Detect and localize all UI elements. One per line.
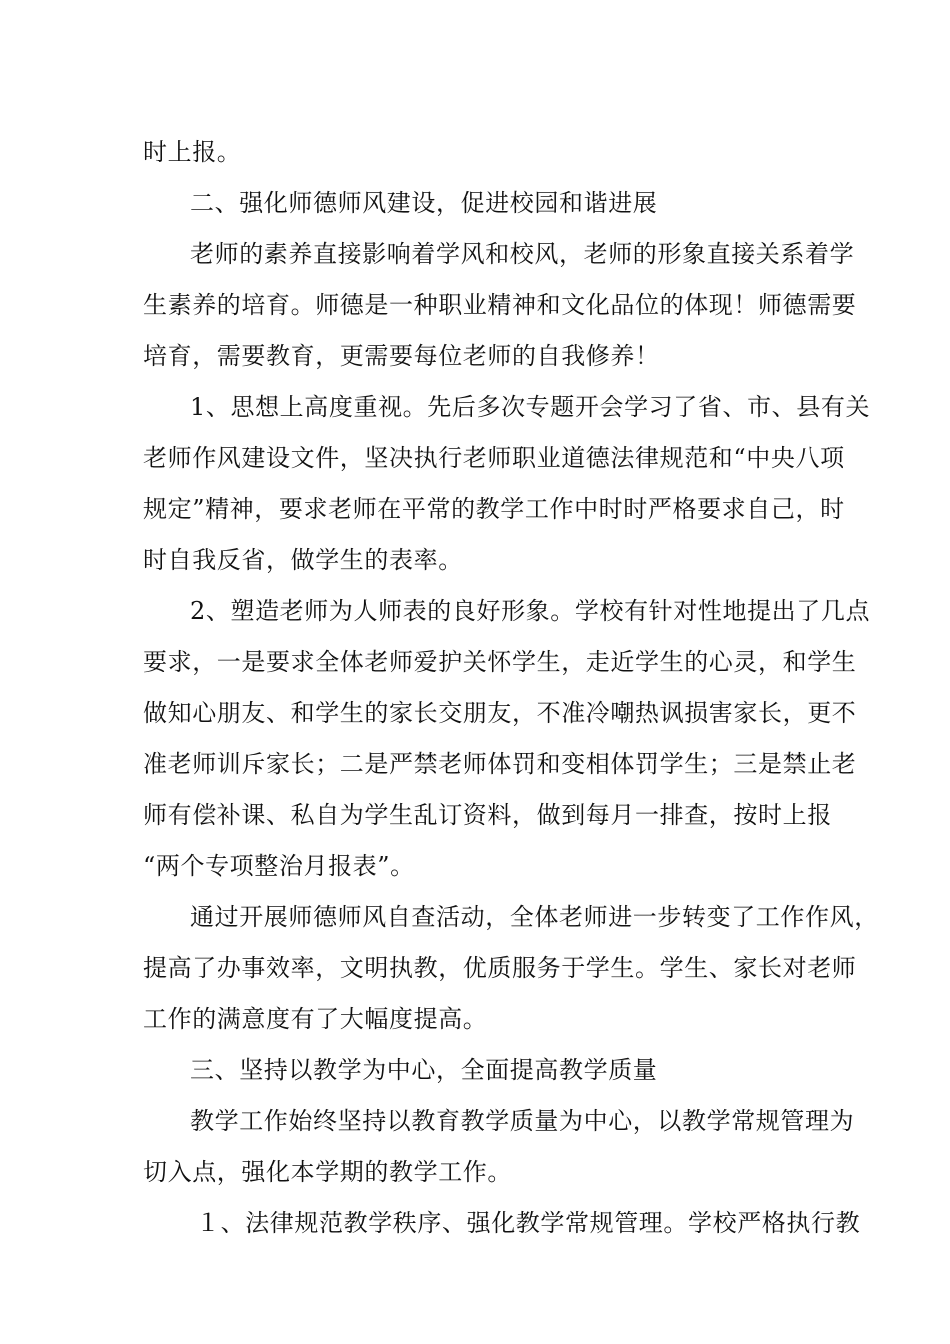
text-line: 1、思想上高度重视。先后多次专题开会学习了省、市、县有关 [190, 393, 871, 421]
text-line: 切入点，强化本学期的教学工作。 [143, 1158, 512, 1186]
text-line: 师有偿补课、私自为学生乱订资料，做到每月一排查，按时上报 [143, 801, 832, 829]
section-heading: 三、坚持以教学为中心，全面提高教学质量 [190, 1056, 658, 1084]
text-line: 2、塑造老师为人师表的良好形象。学校有针对性地提出了几点 [190, 597, 871, 625]
text-line: 通过开展师德师风自查活动，全体老师进一步转变了工作作风， [190, 903, 879, 931]
text-line: 时自我反省，做学生的表率。 [143, 546, 463, 574]
text-line: 生素养的培育。师德是一种职业精神和文化品位的体现！师德需要 [143, 291, 857, 319]
text-line: 时上报。 [143, 138, 242, 166]
text-line: 工作的满意度有了大幅度提高。 [143, 1005, 488, 1033]
text-line: 规定”精神，要求老师在平常的教学工作中时时严格要求自己，时 [143, 495, 845, 523]
section-heading: 二、强化师德师风建设，促进校园和谐进展 [190, 189, 658, 217]
text-line: 做知心朋友、和学生的家长交朋友，不准冷嘲热讽损害家长，更不 [143, 699, 857, 727]
text-line: 老师作风建设文件，坚决执行老师职业道德法律规范和“中央八项 [143, 444, 845, 472]
text-line: １、法律规范教学秩序、强化教学常规管理。学校严格执行教 [196, 1209, 861, 1237]
text-line: 教学工作始终坚持以教育教学质量为中心，以教学常规管理为 [190, 1107, 855, 1135]
text-line: 要求，一是要求全体老师爱护关怀学生，走近学生的心灵，和学生 [143, 648, 857, 676]
text-line: 提高了办事效率，文明执教，优质服务于学生。学生、家长对老师 [143, 954, 857, 982]
text-line: “两个专项整治月报表”。 [143, 852, 415, 880]
text-line: 准老师训斥家长；二是严禁老师体罚和变相体罚学生；三是禁止老 [143, 750, 857, 778]
text-line: 老师的素养直接影响着学风和校风，老师的形象直接关系着学 [190, 240, 855, 268]
text-line: 培育，需要教育，更需要每位老师的自我修养！ [143, 342, 660, 370]
